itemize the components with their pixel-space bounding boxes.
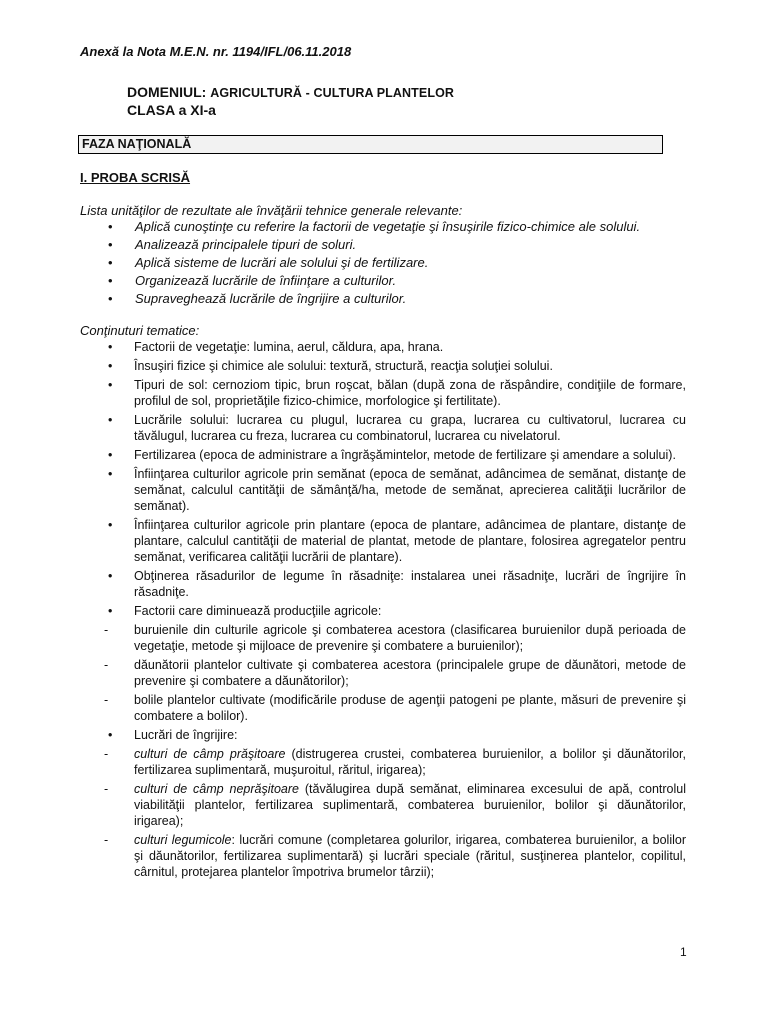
page-number: 1 xyxy=(680,945,687,959)
content-item-text: Însuşiri fizice şi chimice ale solului: textură, structură, reacţia soluţiei solului. xyxy=(134,359,553,373)
phase-box: FAZA NAŢIONALĂ xyxy=(78,135,663,154)
learning-result-item: • Analizează principalele tipuri de soluri. xyxy=(108,236,688,254)
content-item xyxy=(104,727,686,743)
content-subitem xyxy=(104,832,686,880)
content-item xyxy=(104,517,686,565)
class-label: CLASA a XI-a xyxy=(127,102,216,118)
learning-result-item: • Aplică cunoştinţe cu referire la factorii de vegetaţie şi însuşirile fizico-chimice ale solului. xyxy=(108,218,688,236)
content-item-text: : lucrări comune (completarea golurilor, irigarea, combaterea buruienilor, a bolilor şi dăunătorilor, fertilizarea suplimentară) şi lucrări speciale (răritul, susţinerea plantelor, copilitul, cârnitul, protejarea plantelor împotriva brumelor târzii); xyxy=(134,833,686,879)
content-item-text: Lucrări de îngrijire: xyxy=(134,728,238,742)
content-item-emphasis: culturi de câmp prăşitoare xyxy=(134,747,286,761)
section-title: I. PROBA SCRISĂ xyxy=(80,170,191,185)
learning-results-intro: Lista unităţilor de rezultate ale învăţării tehnice generale relevante: xyxy=(80,203,463,218)
learning-result-item: • Organizează lucrările de înfiinţare a culturilor. xyxy=(108,272,688,290)
contents-list xyxy=(104,339,686,883)
content-item-text: Tipuri de sol: cernoziom tipic, brun roşcat, bălan (după zona de răspândire, condiţiile de formare, profilul de sol, proprietăţile fizico-chimice, morfologice şi fertilitate). xyxy=(134,378,686,408)
learning-results-list xyxy=(108,218,688,308)
content-item-text: Înfiinţarea culturilor agricole prin plantare (epoca de plantare, adâncimea de plantare, distanţe de plantare, calculul cantităţii de material de plantat, metode de plantare, folosirea agregatelor pentru semănat, verificarea calităţii lucrării de plantare). xyxy=(134,518,686,564)
content-item-text: Fertilizarea (epoca de administrare a îngrăşămintelor, metode de fertilizare şi amendare a solului). xyxy=(134,448,676,462)
domain-value: AGRICULTURĂ - CULTURA PLANTELOR xyxy=(210,86,455,100)
content-item-text: bolile plantelor cultivate (modificările produse de agenţii patogeni pe plante, măsuri de prevenire şi combatere a bolilor). xyxy=(134,693,686,723)
content-item-text: Factorii de vegetaţie: lumina, aerul, căldura, apa, hrana. xyxy=(134,340,444,354)
annex-note: Anexă la Nota M.E.N. nr. 1194/IFL/06.11.2018 xyxy=(80,44,352,59)
content-subitem xyxy=(104,622,686,654)
content-subitem xyxy=(104,657,686,689)
content-item-text: Înfiinţarea culturilor agricole prin semănat (epoca de semănat, adâncimea de semănat, distanţe de semănat, calculul cantităţii de sămânţă/ha, metode de semănat, aprecierea calităţii lucrărilor de semănat). xyxy=(134,467,686,513)
content-item xyxy=(104,412,686,444)
learning-result-item: • Aplică sisteme de lucrări ale solului şi de fertilizare. xyxy=(108,254,688,272)
content-subitem xyxy=(104,781,686,829)
content-item-text: (tăvălugirea după semănat, eliminarea excesului de apă, controlul viabilităţii plantelor, fertilizarea suplimentară, combaterea buruienilor, bolilor şi dăunătorilor, irigarea); xyxy=(134,782,686,828)
content-item-emphasis: culturi de câmp neprăşitoare xyxy=(134,782,299,796)
content-item-text: Lucrările solului: lucrarea cu plugul, lucrarea cu grapa, lucrarea cu cultivatorul, lucrarea cu tăvălugul, lucrarea cu freza, lucrarea cu combinatorul, lucrarea cu nivelatorul. xyxy=(134,413,686,443)
content-item-text: Factorii care diminuează producţiile agricole: xyxy=(134,604,382,618)
content-item-text: Obţinerea răsadurilor de legume în răsadniţe: instalarea unei răsadniţe, lucrări de îngrijire în răsadniţe. xyxy=(134,569,686,599)
contents-intro: Conţinuturi tematice: xyxy=(80,323,200,338)
content-item xyxy=(104,466,686,514)
content-item xyxy=(104,603,686,619)
content-item-emphasis: culturi legumicole xyxy=(134,833,232,847)
content-item xyxy=(104,568,686,600)
content-item xyxy=(104,358,686,374)
content-item xyxy=(104,377,686,409)
domain-label: DOMENIUL: xyxy=(127,84,207,100)
learning-result-item: • Supraveghează lucrările de îngrijire a culturilor. xyxy=(108,290,688,308)
content-item-text: dăunătorii plantelor cultivate şi combaterea acestora (principalele grupe de dăunători, metode de prevenire şi combatere a dăunătorilor); xyxy=(134,658,686,688)
content-subitem xyxy=(104,746,686,778)
content-item xyxy=(104,447,686,463)
content-item-text: (distrugerea crustei, combaterea buruienilor, a bolilor şi dăunătorilor, fertilizarea suplimentară, muşuroitul, răritul, irigarea); xyxy=(134,747,686,777)
content-subitem xyxy=(104,692,686,724)
domain-line xyxy=(127,84,454,100)
content-item-text: buruienile din culturile agricole şi combaterea acestora (clasificarea buruienilor după perioada de vegetaţie, metode şi mijloace de prevenire şi combatere a buruienilor); xyxy=(134,623,686,653)
content-item xyxy=(104,339,686,355)
